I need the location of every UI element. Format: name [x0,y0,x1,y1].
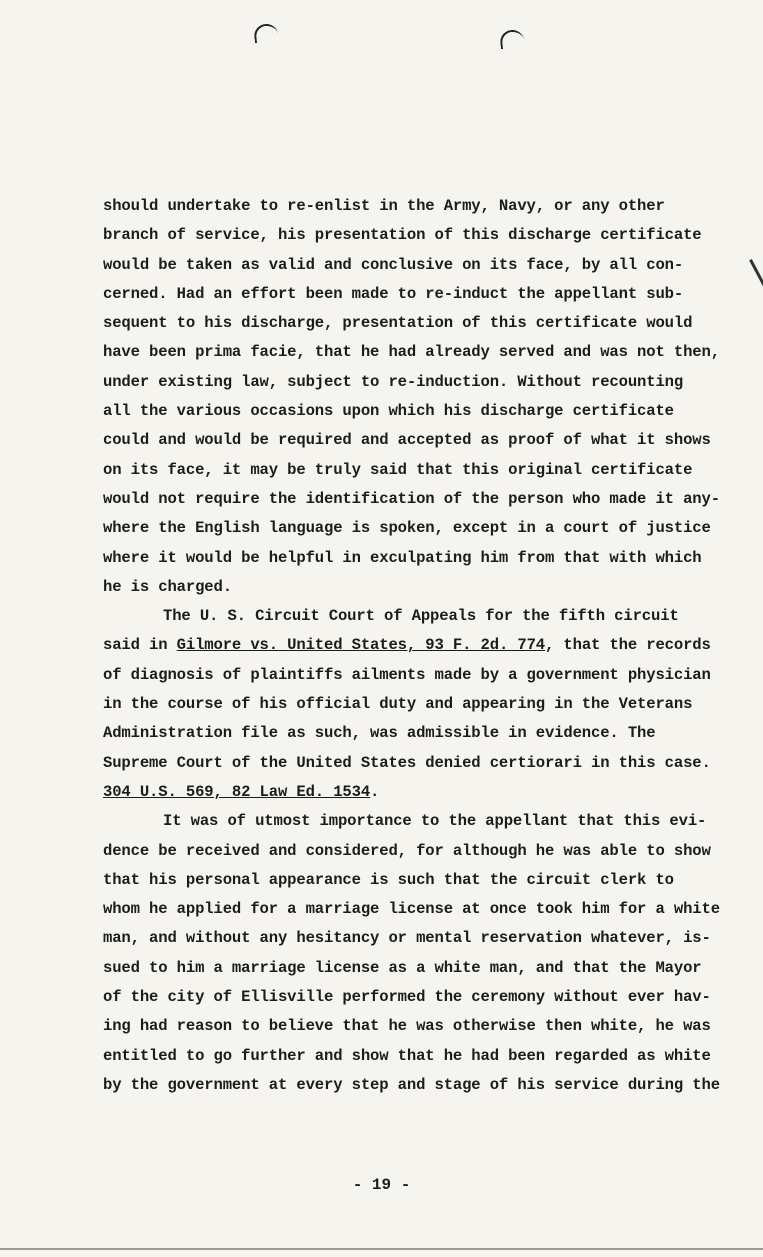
page-edge-rule [0,1248,763,1250]
text-line: could and would be required and accepted as proof of what it shows [103,431,711,450]
text-line: ing had reason to believe that he was otherwise then white, he was [103,1017,711,1036]
margin-mark [749,259,763,287]
text-line: of diagnosis of plaintiffs ailments made by a government physician [103,665,711,684]
text-line: by the government at every step and stage of his service during the [103,1075,720,1094]
text-fragment: , that the records [544,636,711,655]
text-line: where the English language is spoken, except in a court of justice [103,519,711,538]
text-line: sued to him a marriage license as a white man, and that the Mayor [103,958,702,977]
case-citation: Gilmore vs. United States, 93 F. 2d. 774 [176,636,545,655]
page-number: - 19 - [352,1176,411,1194]
text-line: all the various occasions upon which his discharge certificate [103,402,674,421]
body-text [103,192,720,1100]
text-fragment: said in [103,636,177,655]
text-line: whom he applied for a marriage license at once took him for a white [103,900,720,919]
paragraph-first-line: The U. S. Circuit Court of Appeals for the fifth circuit [163,607,679,626]
text-line: cerned. Had an effort been made to re-induct the appellant sub- [103,284,684,303]
text-line: on its face, it may be truly said that this original certificate [103,460,693,479]
text-fragment: . [370,782,380,801]
text-line: would not require the identification of the person who made it any- [103,489,720,508]
text-line: have been prima facie, that he had already served and was not then, [103,343,720,362]
text-line: Administration file as such, was admissible in evidence. The [103,724,656,743]
text-line: Supreme Court of the United States denied certiorari in this case. [103,753,711,772]
text-line: under existing law, subject to re-induction. Without recounting [103,372,684,391]
text-line: should undertake to re-enlist in the Army, Navy, or any other [103,197,665,215]
text-line: entitled to go further and show that he had been regarded as white [103,1046,711,1065]
paragraph-first-line: It was of utmost importance to the appellant that this evi- [163,812,707,831]
case-citation: 304 U.S. 569, 82 Law Ed. 1534 [103,782,371,801]
text-line: dence be received and considered, for although he was able to show [103,841,711,860]
text-line: that his personal appearance is such that the circuit clerk to [103,870,674,889]
text-line: where it would be helpful in exculpating him from that with which [103,548,702,567]
text-line: of the city of Ellisville performed the ceremony without ever hav- [103,988,711,1007]
binder-hole-mark [499,29,525,49]
text-line: branch of service, his presentation of this discharge certificate [103,226,702,245]
text-line: in the course of his official duty and appearing in the Veterans [103,695,693,714]
text-line [103,778,703,807]
text-line: would be taken as valid and conclusive on its face, by all con- [103,255,684,274]
binder-hole-mark [253,23,279,43]
text-line [103,631,711,660]
text-line: man, and without any hesitancy or mental reservation whatever, is- [103,929,711,948]
text-line: sequent to his discharge, presentation of this certificate would [103,314,693,333]
text-line: he is charged. [103,577,232,596]
